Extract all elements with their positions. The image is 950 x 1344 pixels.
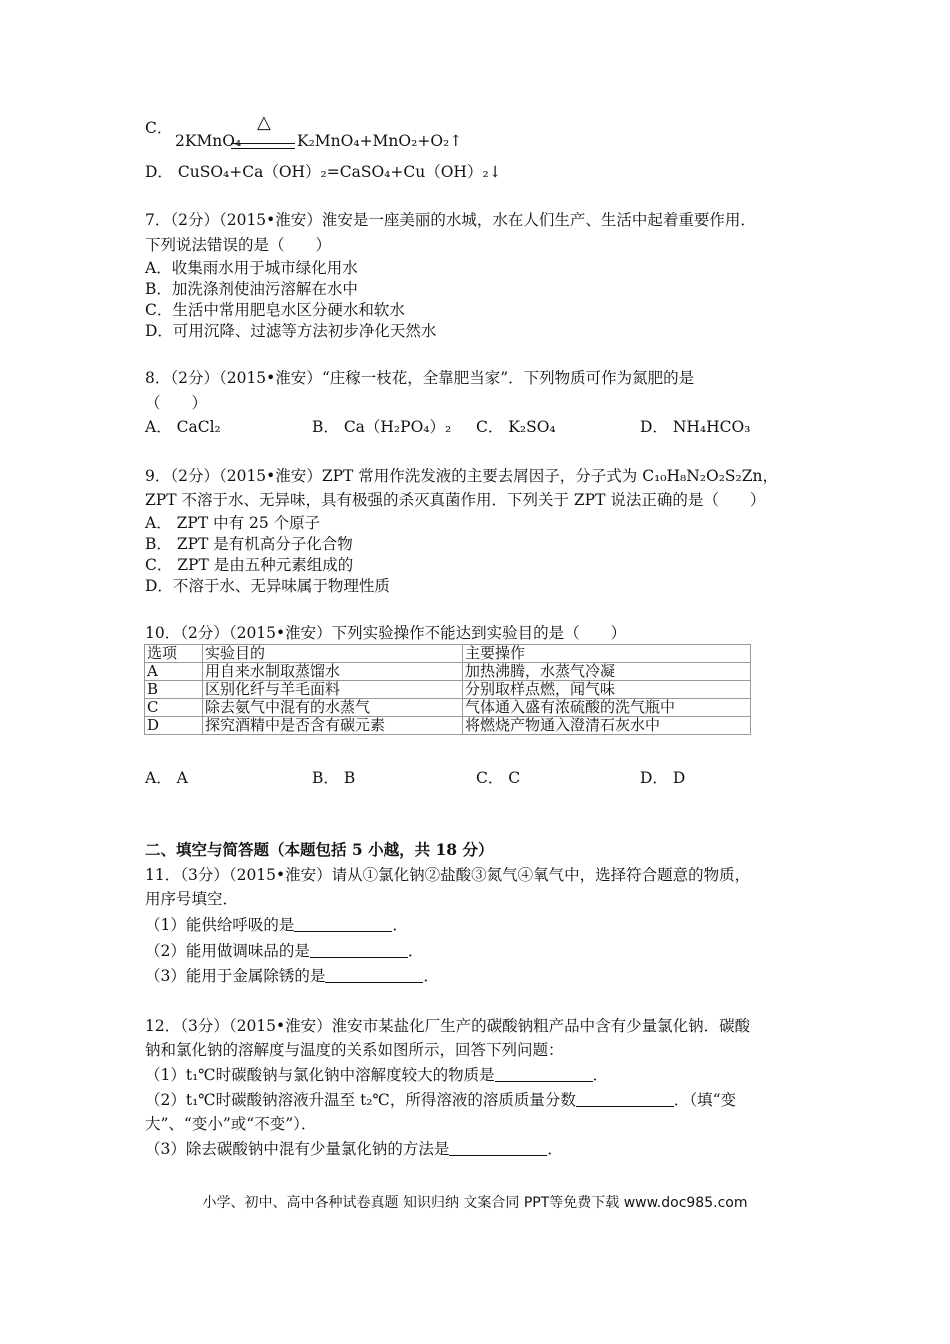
table-cell: 除去氨气中混有的水蒸气 [203, 699, 463, 717]
q9-option-b: B． ZPT 是有机高分子化合物 [145, 535, 353, 553]
table-cell: D [145, 717, 203, 735]
table-cell: 加热沸腾，水蒸气冷凝 [463, 663, 751, 681]
q12-stem-line2: 钠和氯化钠的溶解度与温度的关系如图所示，回答下列问题： [145, 1041, 564, 1059]
table-row [145, 717, 751, 735]
period: ． [592, 1066, 609, 1084]
q11-sub1 [145, 915, 408, 935]
period: ． [547, 1140, 563, 1158]
option-d-equation: D． CuSO₄+Ca（OH）₂=CaSO₄+Cu（OH）₂↓ [145, 163, 502, 181]
table-row [145, 663, 751, 681]
q8-option-b: B． Ca（H₂PO₄）₂ [312, 418, 452, 436]
answer-blank[interactable] [449, 1141, 547, 1156]
q7-option-c: C．生活中常用肥皂水区分硬水和软水 [145, 301, 405, 319]
period: ． [407, 942, 424, 960]
q11-sub3 [145, 966, 439, 986]
q9-option-a: A． ZPT 中有 25 个原子 [145, 514, 321, 532]
q11-sub2 [145, 941, 423, 961]
answer-blank[interactable] [325, 968, 423, 983]
q7-option-d: D．可用沉降、过滤等方法初步净化天然水 [145, 322, 437, 340]
table-cell: B [145, 681, 203, 699]
table-cell: 气体通入盛有浓硫酸的洗气瓶中 [463, 699, 751, 717]
equation-right: K₂MnO₄+MnO₂+O₂↑ [297, 132, 463, 150]
equation-arrow [231, 143, 295, 149]
q10-operations-table [144, 644, 751, 735]
table-header-cell: 选项 [145, 645, 203, 663]
q10-stem: 10．（2分）（2015•淮安）下列实验操作不能达到实验目的是（ ） [145, 624, 627, 642]
option-c-equation [145, 112, 645, 152]
q8-stem-line1: 8．（2分）（2015•淮安）“庄稼一枝花，全靠肥当家”．下列物质可作为氮肥的是 [145, 369, 695, 387]
table-header-cell: 实验目的 [203, 645, 463, 663]
q11-stem-line1: 11．（3分）（2015•淮安）请从①氯化钠②盐酸③氮气④氧气中，选择符合题意的物质， [145, 866, 751, 884]
q8-stem-line2: （ ） [145, 394, 208, 412]
answer-blank[interactable] [294, 917, 392, 932]
heat-triangle: △ [257, 112, 271, 133]
table-row [145, 699, 751, 717]
q9-option-c: C． ZPT 是由五种元素组成的 [145, 556, 354, 574]
q8-option-a: A． CaCl₂ [145, 418, 221, 436]
table-header-row [145, 645, 751, 663]
q12-sub2-text: （2）t₁℃时碳酸钠溶液升温至 t₂℃，所得溶液的溶质质量分数 [145, 1091, 576, 1109]
table-cell: 探究酒精中是否含有碳元素 [203, 717, 463, 735]
q12-stem-line1: 12．（3分）（2015•淮安）淮安市某盐化厂生产的碳酸钠粗产品中含有少量氯化钠．碳酸 [145, 1017, 751, 1035]
answer-blank[interactable] [576, 1092, 674, 1107]
answer-blank[interactable] [495, 1067, 593, 1082]
q12-sub1-text: （1）t₁℃时碳酸钠与氯化钠中溶解度较大的物质是 [145, 1066, 495, 1084]
q12-sub3 [145, 1139, 563, 1159]
q7-stem-line2: 下列说法错误的是（ ） [145, 236, 332, 254]
table-row [145, 681, 751, 699]
q10-option-b: B． B [312, 769, 356, 787]
q7-option-b: B．加洗涤剂使油污溶解在水中 [145, 280, 358, 298]
table-cell: 分别取样点燃，闻气味 [463, 681, 751, 699]
q12-sub1 [145, 1065, 608, 1085]
table-cell: C [145, 699, 203, 717]
table-cell: 用自来水制取蒸馏水 [203, 663, 463, 681]
q7-option-a: A．收集雨水用于城市绿化用水 [145, 259, 358, 277]
q11-stem-line2: 用序号填空． [145, 890, 239, 908]
equation-left: 2KMnO₄ [175, 132, 242, 150]
q8-option-d: D． NH₄HCO₃ [640, 418, 751, 436]
q12-sub2 [145, 1090, 736, 1110]
section-title: 二、填空与简答题（本题包括 5 小越，共 18 分） [145, 840, 494, 859]
q10-option-a: A． A [145, 769, 188, 787]
option-c-label: C． [145, 119, 173, 137]
period: ． [392, 916, 408, 934]
answer-blank[interactable] [310, 943, 408, 958]
table-header-cell: 主要操作 [463, 645, 751, 663]
footer-text: 小学、初中、高中各种试卷真题 知识归纳 文案合同 PPT等免费下载 www.doc985.com [202, 1195, 748, 1211]
table-cell: 区别化纤与羊毛面料 [203, 681, 463, 699]
q7-stem-line1: 7．（2分）（2015•淮安）淮安是一座美丽的水城，水在人们生产、生活中起着重要作用． [145, 211, 756, 229]
q12-sub3-text: （3）除去碳酸钠中混有少量氯化钠的方法是 [145, 1140, 450, 1158]
q10-option-c: C． C [476, 769, 521, 787]
table-cell: 将燃烧产物通入澄清石灰水中 [463, 717, 751, 735]
q12-sub2-tail: ．（填“变 [673, 1091, 737, 1109]
q12-sub2-cont: 大”、“变小”或“不变”）． [145, 1115, 317, 1133]
q8-option-c: C． K₂SO₄ [476, 418, 556, 436]
q9-stem-line2: ZPT 不溶于水、无异味，具有极强的杀灭真菌作用．下列关于 ZPT 说法正确的是（ ） [145, 491, 766, 509]
q11-sub3-text: （3）能用于金属除锈的是 [145, 967, 326, 985]
q9-stem-line1: 9．（2分）（2015•淮安）ZPT 常用作洗发液的主要去屑因子，分子式为 C₁₀H₈N₂O₂S₂Zn， [145, 467, 779, 485]
q10-option-d: D． D [640, 769, 686, 787]
q11-sub2-text: （2）能用做调味品的是 [145, 942, 310, 960]
q11-sub1-text: （1）能供给呼吸的是 [145, 916, 295, 934]
table-cell: A [145, 663, 203, 681]
period: ． [423, 967, 439, 985]
q9-option-d: D．不溶于水、无异味属于物理性质 [145, 577, 390, 595]
